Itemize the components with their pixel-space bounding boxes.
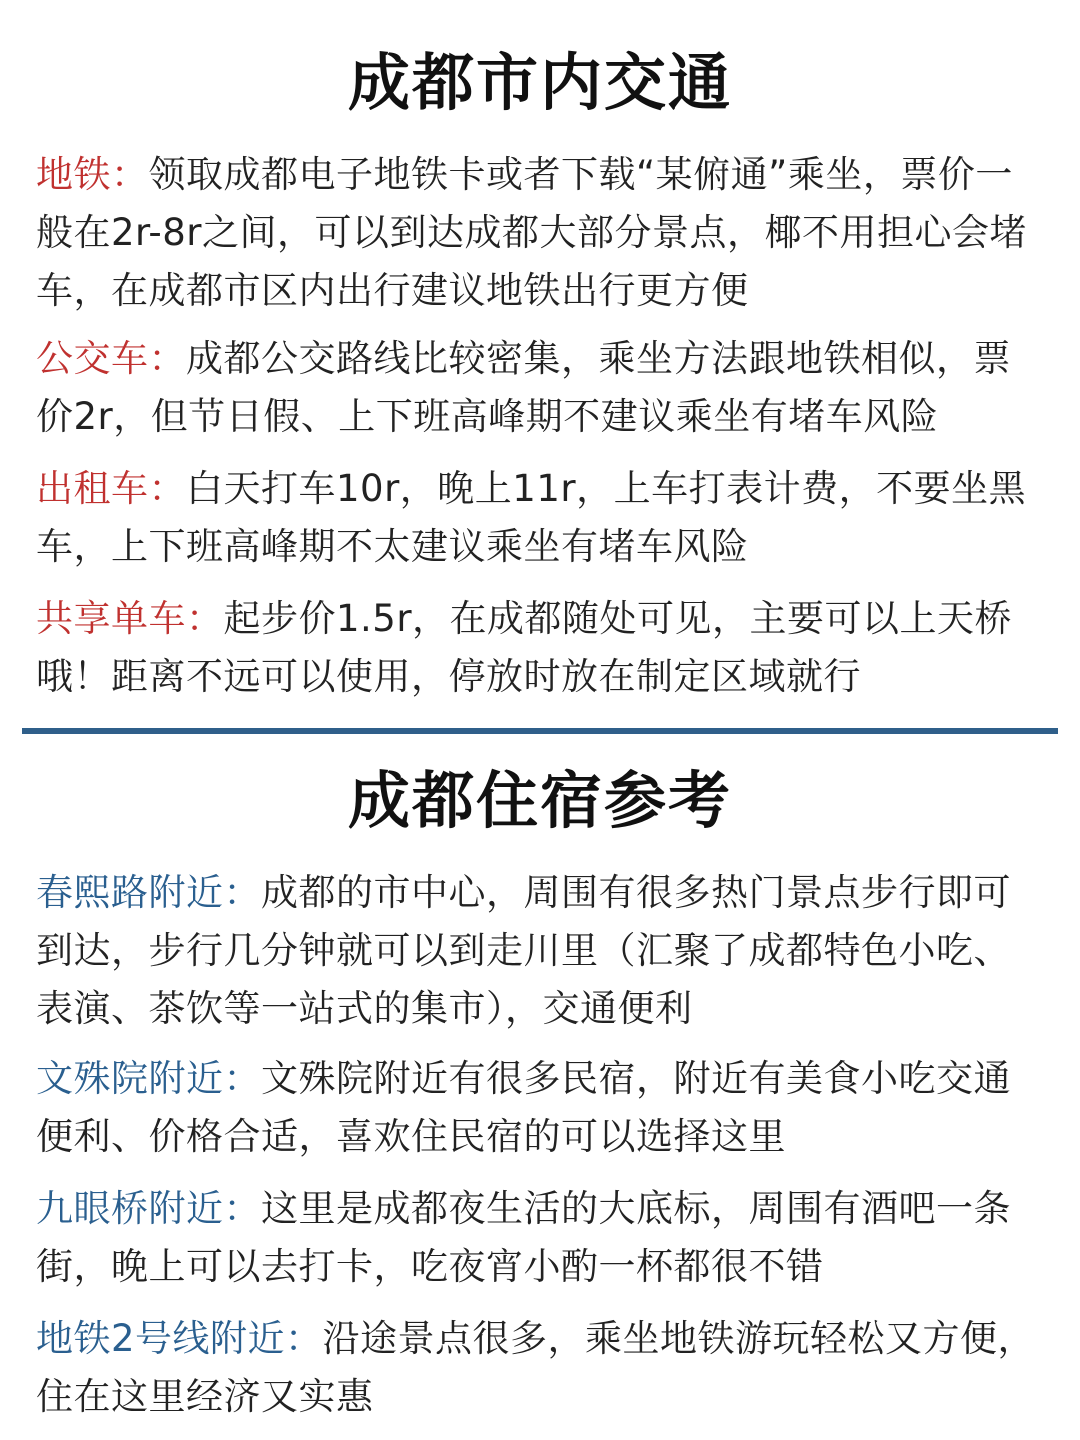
- transport-entry-taxi: [36, 460, 1046, 576]
- transport-entry-bike: [36, 590, 1046, 706]
- section-divider: [22, 728, 1058, 734]
- transport-entry-bus: [36, 330, 1046, 446]
- entry-label: 地铁：: [36, 153, 149, 196]
- entry-label: 文殊院附近：: [36, 1057, 261, 1100]
- lodging-section-title: 成都住宿参考: [347, 764, 732, 837]
- lodging-entry-metro-line-2: [36, 1310, 1046, 1426]
- entry-text: 白天打车10r，晚上11r，上车打表计费，不要坐黑车，上下班高峰期不太建议乘坐有堵车风险: [36, 467, 1027, 568]
- entry-text: 起步价1.5r，在成都随处可见，主要可以上天桥哦！距离不远可以使用，停放时放在制定区域就行: [36, 597, 1013, 698]
- entry-label: 共享单车：: [36, 597, 224, 640]
- entry-label: 地铁2号线附近：: [36, 1317, 323, 1360]
- entry-text: 沿途景点很多，乘坐地铁游玩轻松又方便，住在这里经济又实惠: [36, 1317, 1036, 1418]
- lodging-entry-chunxi-road: [36, 864, 1046, 1038]
- transport-entry-subway: [36, 146, 1046, 320]
- lodging-entry-jiuyan-bridge: [36, 1180, 1046, 1296]
- entry-text: 成都的市中心，周围有很多热门景点步行即可到达，步行几分钟就可以到走川里（汇聚了成都特色小吃、表演、茶饮等一站式的集市），交通便利: [36, 871, 1011, 1030]
- entry-text: 文殊院附近有很多民宿，附近有美食小吃交通便利、价格合适，喜欢住民宿的可以选择这里: [36, 1057, 1011, 1158]
- entry-text: 这里是成都夜生活的大底标，周围有酒吧一条街，晚上可以去打卡，吃夜宵小酌一杯都很不错: [36, 1187, 1011, 1288]
- entry-label: 出租车：: [36, 467, 186, 510]
- entry-text: 领取成都电子地铁卡或者下载“某俯通”乘坐，票价一般在2r-8r之间，可以到达成都大部分景点，椰不用担心会堵车，在成都市区内出行建议地铁出行更方便: [36, 153, 1027, 312]
- entry-label: 九眼桥附近：: [36, 1187, 261, 1230]
- entry-label: 公交车：: [36, 337, 186, 380]
- entry-text: 成都公交路线比较密集，乘坐方法跟地铁相似，票价2r，但节日假、上下班高峰期不建议乘坐有堵车风险: [36, 337, 1011, 438]
- lodging-entry-wenshu-yuan: [36, 1050, 1046, 1166]
- entry-label: 春熙路附近：: [36, 871, 261, 914]
- transport-section-title: 成都市内交通: [347, 46, 732, 119]
